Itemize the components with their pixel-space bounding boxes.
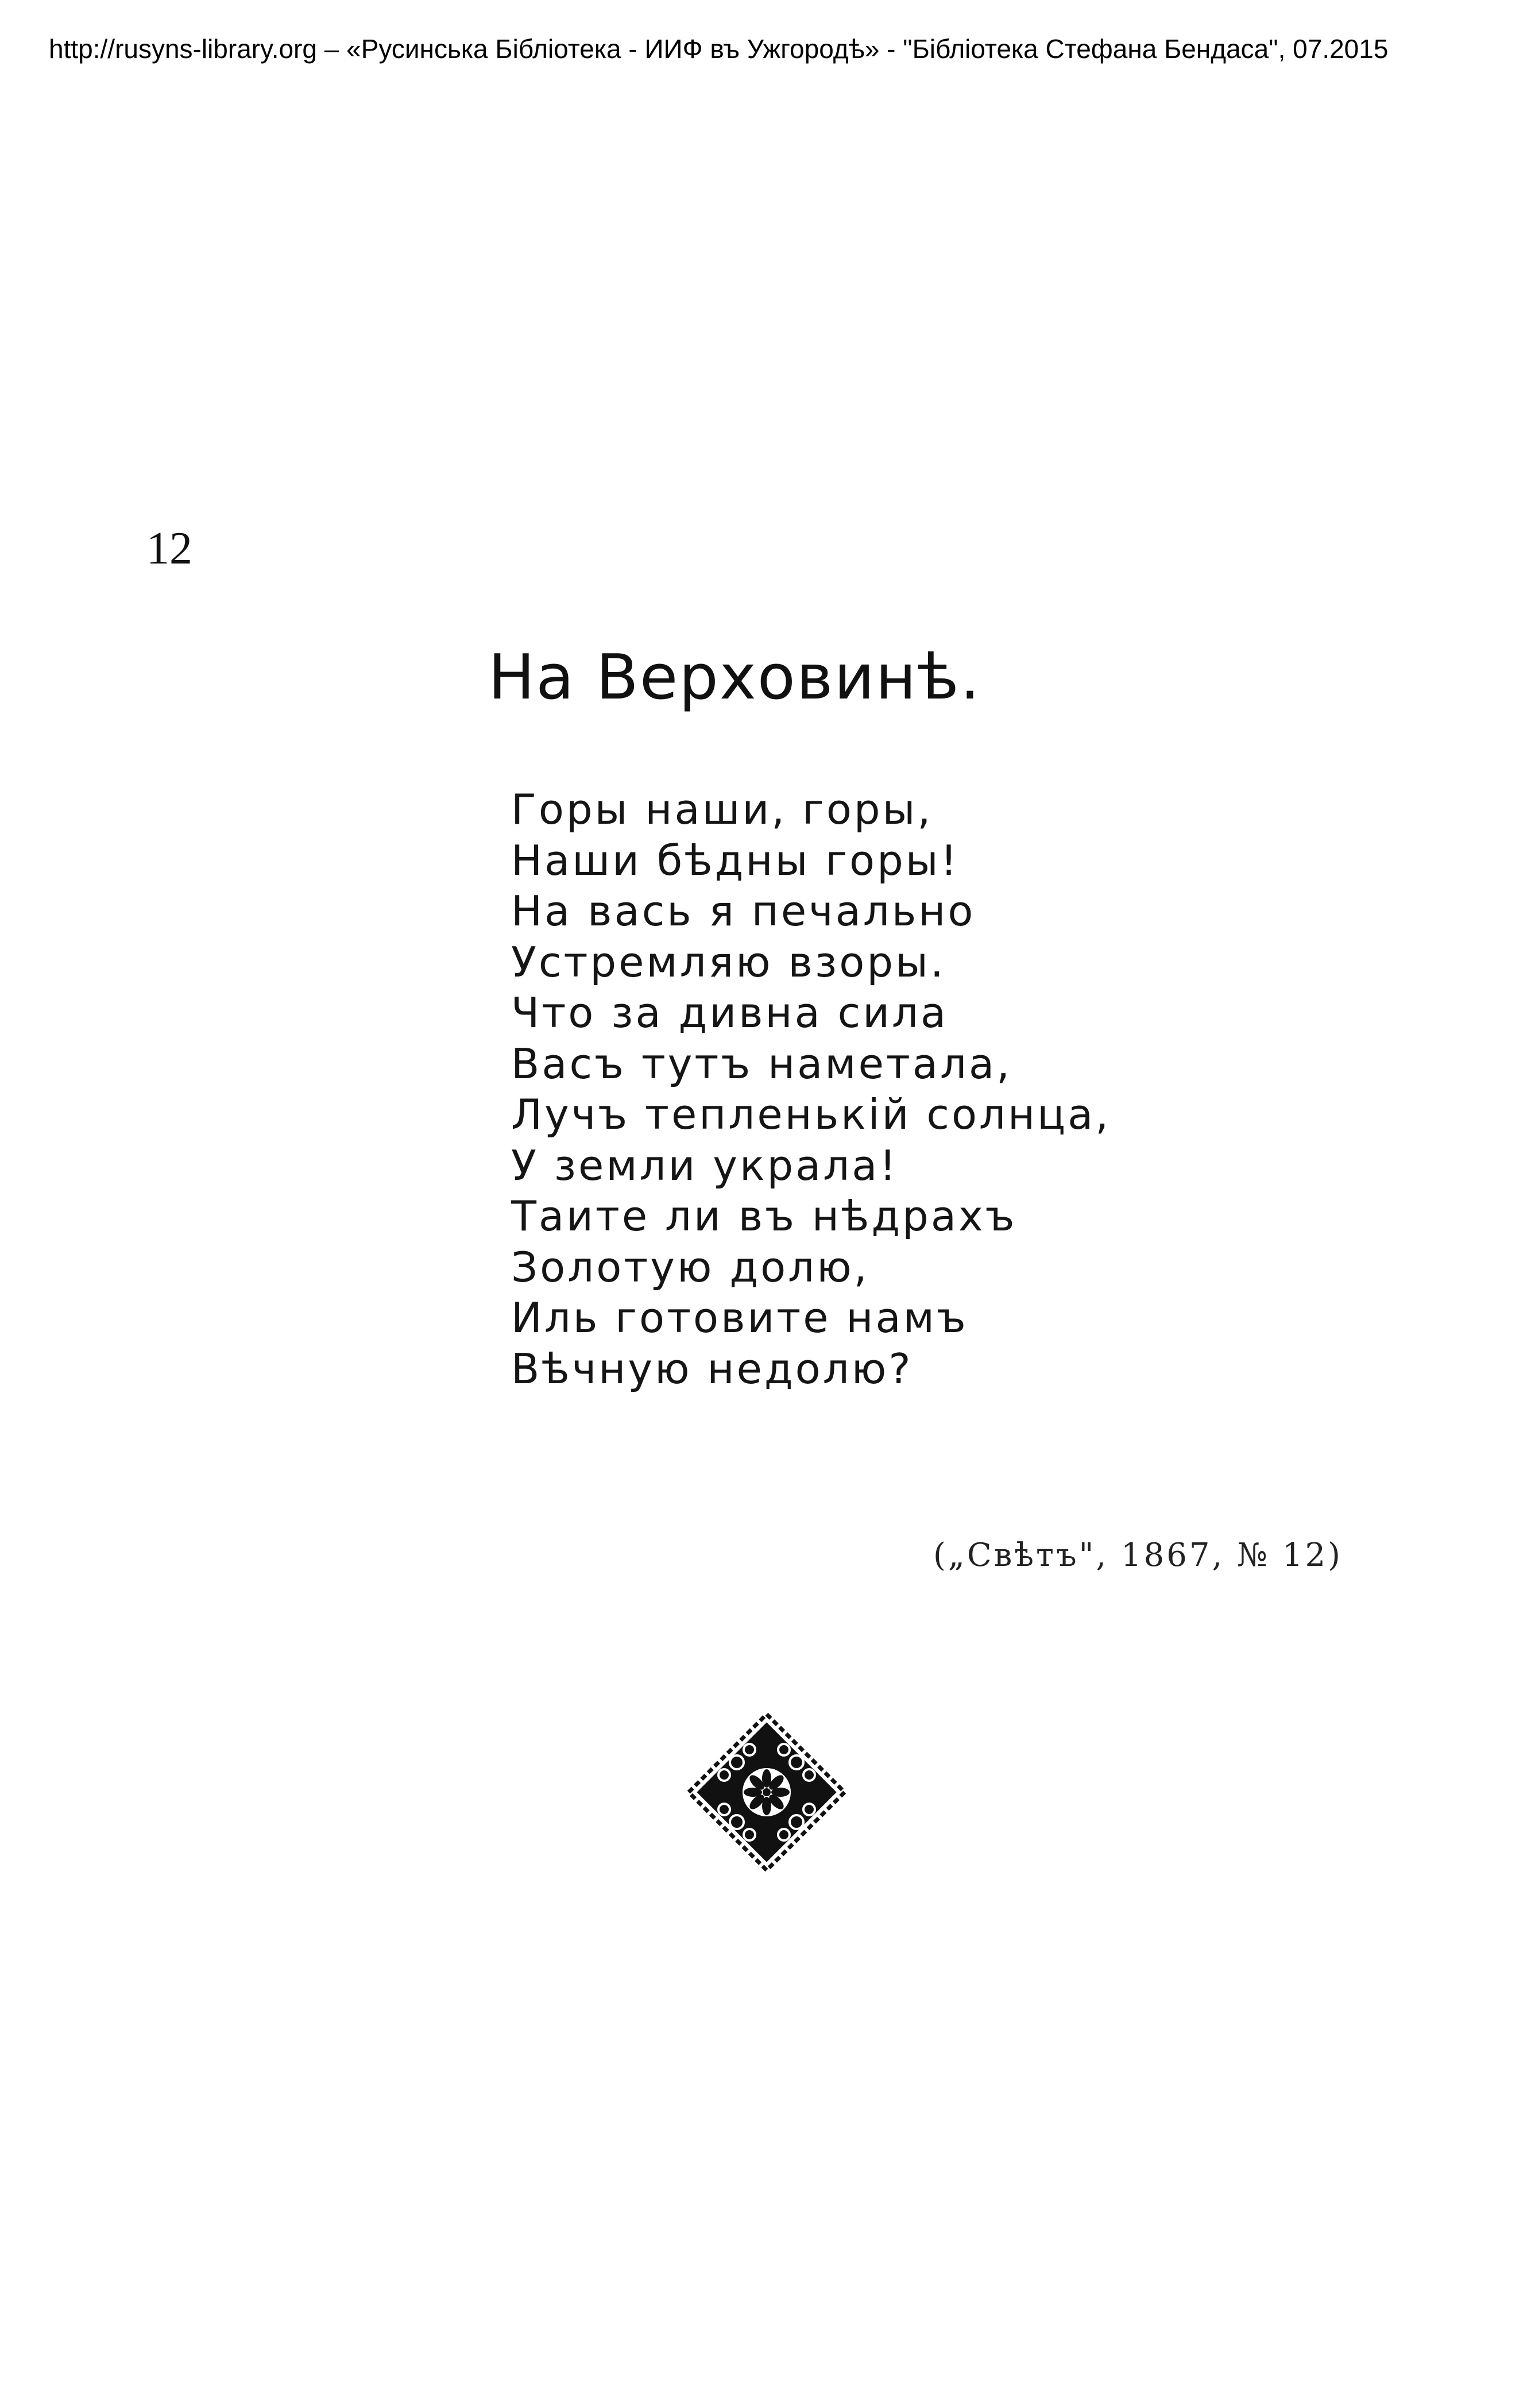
poem-title: На Верховинѣ. bbox=[488, 642, 981, 713]
poem-line: Иль готовите намъ bbox=[511, 1294, 968, 1342]
poem-line: Таите ли въ нѣдрахъ bbox=[511, 1192, 1017, 1240]
page-number: 12 bbox=[146, 523, 192, 574]
poem-line: Золотую долю, bbox=[511, 1242, 869, 1291]
poem-line: На вась я печально bbox=[511, 887, 976, 935]
poem-line: Вѣчную недолю? bbox=[511, 1344, 913, 1393]
poem-line: Устремляю взоры. bbox=[511, 937, 946, 986]
poem-line: Васъ тутъ наметала, bbox=[511, 1039, 1012, 1088]
poem-body bbox=[511, 784, 1111, 1394]
source-url-header: http://rusyns-library.org – «Русинська Бібліотека - ИИФ въ Ужгородѣ» - "Бібліотека Стефана Бендаса", 07.2015 bbox=[49, 34, 1389, 64]
decorative-ornament-icon bbox=[686, 1712, 847, 1873]
poem-line: Наши бѣдны горы! bbox=[511, 836, 960, 885]
poem-line: Лучъ тепленькій солнца, bbox=[511, 1090, 1111, 1139]
poem-line: Горы наши, горы, bbox=[511, 785, 933, 833]
poem-line: Что за дивна сила bbox=[511, 989, 949, 1037]
source-citation: („Свѣтъ", 1867, № 12) bbox=[933, 1537, 1343, 1574]
poem-line: У земли украла! bbox=[511, 1141, 899, 1190]
